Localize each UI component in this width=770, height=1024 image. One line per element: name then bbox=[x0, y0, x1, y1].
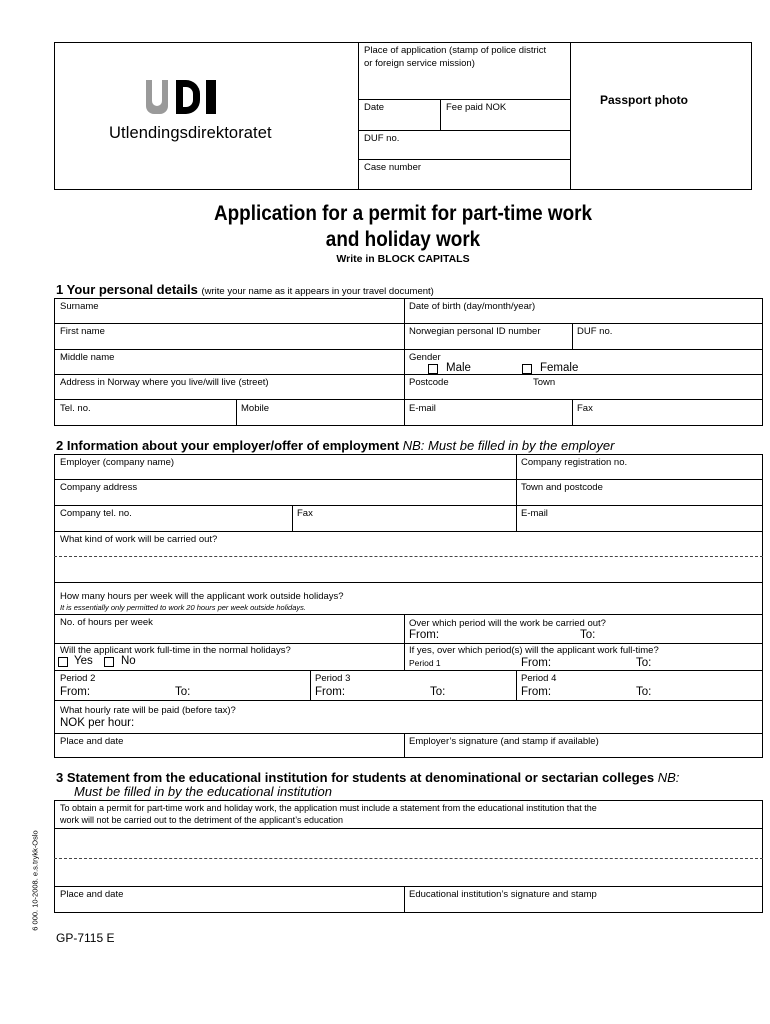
period-4-from: From: bbox=[521, 686, 552, 698]
period-3-to: To: bbox=[430, 686, 446, 698]
period-2-to: To: bbox=[175, 686, 191, 698]
mobile-label: Mobile bbox=[241, 403, 269, 414]
dob-label: Date of birth (day/month/year) bbox=[409, 301, 536, 312]
pid-label: Norwegian personal ID number bbox=[409, 326, 541, 337]
statement-intro-1: To obtain a permit for part-time work and holiday work, the application must include a statement from the educational institution that the bbox=[60, 803, 597, 813]
town-label: Town bbox=[533, 377, 556, 388]
period-from-label: From: bbox=[409, 629, 440, 641]
udi-logo bbox=[146, 80, 236, 116]
duf-label: DUF no. bbox=[364, 133, 400, 144]
employer-place-date-label: Place and date bbox=[60, 736, 124, 747]
fulltime-question: Will the applicant work full-time in the normal holidays? bbox=[60, 645, 291, 656]
period-1-to: To: bbox=[636, 657, 652, 669]
periods-question: If yes, over which period(s) will the applicant work full-time? bbox=[409, 645, 659, 656]
postcode-label: Postcode bbox=[409, 377, 449, 388]
period-2-label: Period 2 bbox=[60, 673, 96, 684]
section-3-nb: Must be filled in by the educational institution bbox=[74, 784, 332, 799]
title-line-1: Application for a permit for part-time work bbox=[213, 202, 593, 225]
middle-name-label: Middle name bbox=[60, 352, 115, 363]
period-4-to: To: bbox=[636, 686, 652, 698]
work-kind-label: What kind of work will be carried out? bbox=[60, 534, 218, 545]
period-3-from: From: bbox=[315, 686, 346, 698]
rate-question: What hourly rate will be paid (before tax)? bbox=[60, 705, 236, 716]
fee-label: Fee paid NOK bbox=[446, 102, 507, 113]
org-name: Utlendingsdirektoratet bbox=[109, 124, 272, 142]
nok-per-hour-label: NOK per hour: bbox=[60, 717, 135, 729]
tel-label: Tel. no. bbox=[60, 403, 91, 414]
period-question: Over which period will the work be carried out? bbox=[409, 618, 606, 629]
institution-signature-label: Educational institution’s signature and stamp bbox=[409, 889, 597, 900]
yes-label: Yes bbox=[74, 655, 93, 667]
reg-no-label: Company registration no. bbox=[521, 457, 628, 468]
yes-checkbox[interactable] bbox=[58, 657, 68, 667]
period-1-from: From: bbox=[521, 657, 552, 669]
surname-label: Surname bbox=[60, 301, 99, 312]
form-code: GP-7115 E bbox=[56, 931, 115, 945]
hours-note: It is essentially only permitted to work 20 hours per week outside holidays. bbox=[60, 603, 306, 612]
female-checkbox[interactable] bbox=[522, 364, 532, 374]
case-number-label: Case number bbox=[364, 162, 422, 173]
institution-place-date-label: Place and date bbox=[60, 889, 124, 900]
period-1-label: Period 1 bbox=[409, 658, 441, 668]
gender-label: Gender bbox=[409, 352, 441, 363]
period-4-label: Period 4 bbox=[521, 673, 557, 684]
hours-question: How many hours per week will the applicant work outside holidays? bbox=[60, 591, 344, 602]
title-line-2: and holiday work bbox=[325, 228, 481, 251]
no-label: No bbox=[121, 655, 136, 667]
male-label: Male bbox=[446, 362, 471, 374]
period-3-label: Period 3 bbox=[315, 673, 351, 684]
duf-no-label: DUF no. bbox=[577, 326, 613, 337]
company-tel-label: Company tel. no. bbox=[60, 508, 132, 519]
hours-no-label: No. of hours per week bbox=[60, 617, 153, 628]
place-of-application-label-2: or foreign service mission) bbox=[364, 58, 475, 69]
section-3-heading: 3 Statement from the educational institution for students at denominational or sectarian colleges NB: bbox=[56, 770, 680, 785]
section-1-heading: 1 Your personal details (write your name as it appears in your travel document) bbox=[56, 282, 434, 297]
title-subtitle: Write in BLOCK CAPITALS bbox=[336, 253, 470, 265]
period-2-from: From: bbox=[60, 686, 91, 698]
period-to-label: To: bbox=[580, 629, 596, 641]
male-checkbox[interactable] bbox=[428, 364, 438, 374]
no-checkbox[interactable] bbox=[104, 657, 114, 667]
company-email-label: E-mail bbox=[521, 508, 548, 519]
email-label: E-mail bbox=[409, 403, 436, 414]
employer-signature-label: Employer’s signature (and stamp if available) bbox=[409, 736, 599, 747]
first-name-label: First name bbox=[60, 326, 105, 337]
female-label: Female bbox=[540, 362, 579, 374]
company-address-label: Company address bbox=[60, 482, 138, 493]
company-fax-label: Fax bbox=[297, 508, 313, 519]
address-label: Address in Norway where you live/will live (street) bbox=[60, 377, 269, 388]
passport-photo-label: Passport photo bbox=[600, 93, 689, 107]
statement-intro-2: work will not be carried out to the detriment of the applicant’s education bbox=[60, 815, 343, 825]
section-2-heading: 2 Information about your employer/offer of employment NB: Must be filled in by the employer bbox=[56, 438, 615, 453]
town-postcode-label: Town and postcode bbox=[521, 482, 603, 493]
date-label: Date bbox=[364, 102, 385, 113]
fax-label: Fax bbox=[577, 403, 593, 414]
side-print: 6 000. 10-2008. e.s.trykk-Oslo bbox=[30, 830, 40, 931]
employer-label: Employer (company name) bbox=[60, 457, 175, 468]
place-of-application-label: Place of application (stamp of police district bbox=[364, 45, 547, 56]
